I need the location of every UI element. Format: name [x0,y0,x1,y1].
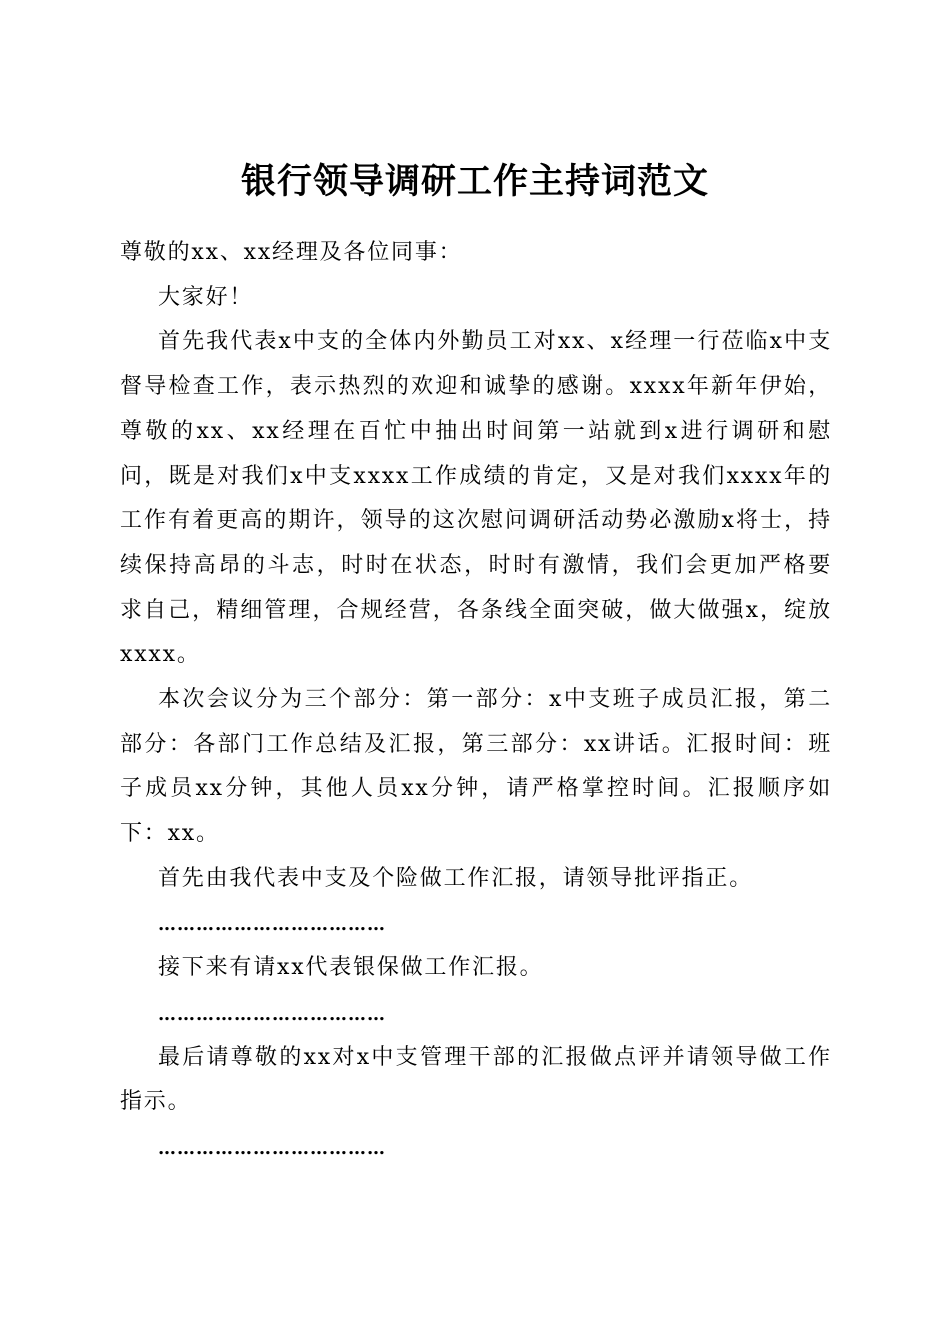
document-body [120,231,832,1170]
document-title: 银行领导调研工作主持词范文 [240,161,709,203]
paragraph-closing: 最后请尊敬的xx对x中支管理干部的汇报做点评并请领导做工作指示。 [120,1044,832,1115]
ellipsis-text: ……………………………… [158,1003,386,1025]
paragraph-opening: 首先我代表x中支的全体内外勤员工对xx、x经理一行莅临x中支督导检查工作，表示热烈的欢迎和诚挚的感谢。xxxx年新年伊始，尊敬的xx、xx经理在百忙中抽出时间第一站就到x进行调研和慰问，既是对我们x中支xxxx工作成绩的肯定，又是对我们xxxx年的工作有着更高的期许，领导的这次慰问调研活动势必激励x将士，持续保持高昂的斗志，时时在状态，时时有激情，我们会更加严格要求自己，精细管理，合规经营，各条线全面突破，做大做强x，绽放xxxx。 [120,329,832,668]
paragraph-first-report: 首先由我代表中支及个险做工作汇报，请领导批评指正。 [158,865,754,891]
ellipsis-divider [158,991,832,1036]
paragraph-next-report: 接下来有请xx代表银保做工作汇报。 [158,955,544,981]
ellipsis-text: ……………………………… [158,1137,386,1159]
ellipsis-divider [158,1125,832,1170]
paragraph-agenda: 本次会议分为三个部分：第一部分：x中支班子成员汇报，第二部分：各部门工作总结及汇报，第三部分：xx讲话。汇报时间：班子成员xx分钟，其他人员xx分钟，请严格掌控时间。汇报顺序如下：xx。 [120,687,832,847]
greeting: 大家好！ [158,284,254,310]
ellipsis-divider [158,902,832,947]
salutation: 尊敬的xx、xx经理及各位同事： [120,240,463,265]
ellipsis-text: ……………………………… [158,914,386,936]
